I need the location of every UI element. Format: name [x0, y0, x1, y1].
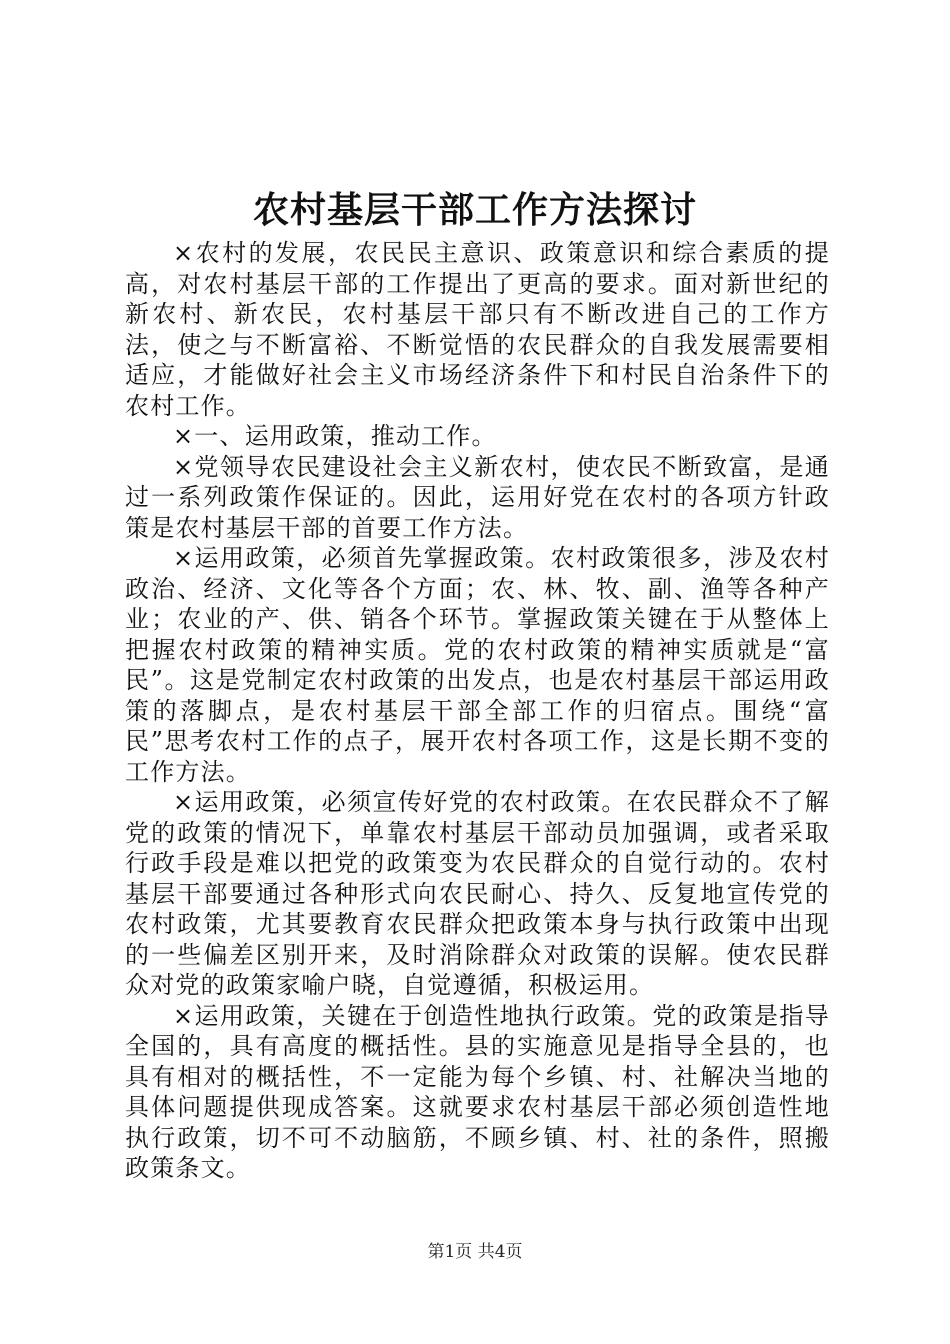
paragraph-promote-policy: ×运用政策，必须宣传好党的农村政策。在农民群众不了解党的政策的情况下，单靠农村基层干部动员加强调，或者采取行政手段是难以把党的政策变为农民群众的自觉行动的。农村基层干部要通过各种形式向农民耐心、持久、反复地宣传党的农村政策，尤其要教育农民群众把政策本身与执行政策中出现的一些偏差区别开来，及时消除群众对政策的误解。使农民群众对党的政策家喻户晓，自觉遵循，积极运用。 [125, 788, 830, 999]
document-title: 农村基层干部工作方法探讨 [252, 189, 697, 231]
paragraph-policy-guarantee: ×党领导农民建设社会主义新农村，使农民不断致富，是通过一系列政策作保证的。因此，运用好党在农村的各项方针政策是农村基层干部的首要工作方法。 [125, 452, 830, 542]
page-number-footer: 第1页 共4页 [427, 1242, 523, 1262]
section-heading-1: ×一、运用政策，推动工作。 [173, 422, 497, 450]
document-body [125, 238, 830, 1184]
paragraph-master-policy: ×运用政策，必须首先掌握政策。农村政策很多，涉及农村政治、经济、文化等各个方面；农、林、牧、副、渔等各种产业；农业的产、供、销各个环节。掌握政策关键在于从整体上把握农村政策的精神实质。党的农村政策的精神实质就是“富民”。这是党制定农村政策的出发点，也是农村基层干部运用政策的落脚点，是农村基层干部全部工作的归宿点。围绕“富民”思考农村工作的点子，展开农村各项工作，这是长期不变的工作方法。 [125, 544, 830, 786]
paragraph-intro: ×农村的发展，农民民主意识、政策意识和综合素质的提高，对农村基层干部的工作提出了更高的要求。面对新世纪的新农村、新农民，农村基层干部只有不断改进自己的工作方法，使之与不断富裕、不断觉悟的农民群众的自我发展需要相适应，才能做好社会主义市场经济条件下和村民自治条件下的农村工作。 [125, 239, 830, 420]
paragraph-creative-execution: ×运用政策，关键在于创造性地执行政策。党的政策是指导全国的，具有高度的概括性。县的实施意见是指导全县的，也具有相对的概括性，不一定能为每个乡镇、村、社解决当地的具体问题提供现成答案。这就要求农村基层干部必须创造性地执行政策，切不可不动脑筋，不顾乡镇、村、社的条件，照搬政策条文。 [125, 1001, 830, 1182]
